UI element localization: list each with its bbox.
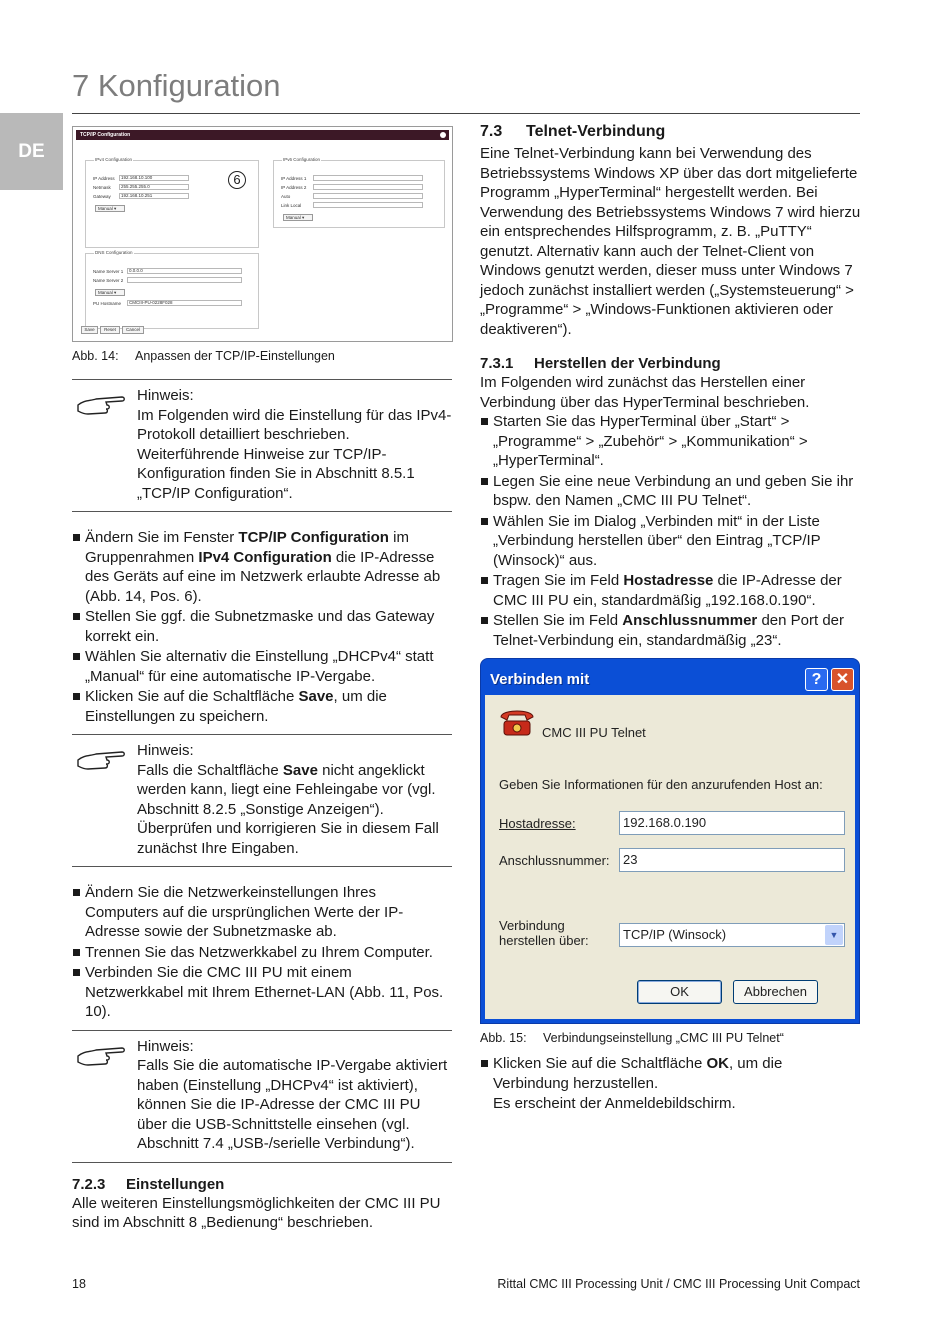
- gateway-field[interactable]: 192.168.10.251: [119, 193, 189, 199]
- dns-mode-value: Manual: [98, 290, 113, 295]
- dns-label: Name Server 2: [93, 278, 124, 283]
- figure14-caption: [72, 348, 452, 364]
- page-number: 18: [72, 1277, 86, 1291]
- ipv4-group-label: IPv4 Configuration: [95, 157, 133, 162]
- ipv6-linklocal-field[interactable]: [313, 202, 423, 208]
- port-input[interactable]: 23: [619, 848, 845, 872]
- connection-name: CMC III PU Telnet: [542, 725, 646, 740]
- section-number: 7.2.3: [72, 1175, 106, 1193]
- host-input[interactable]: 192.168.0.190: [619, 811, 845, 835]
- list-item: Legen Sie eine neue Verbindung an und geben Sie ihr bspw. den Namen „CMC III PU Telnet“.: [480, 472, 862, 511]
- instruction-list: [72, 883, 452, 1022]
- dns1-field[interactable]: 0.0.0.0: [127, 268, 242, 274]
- cancel-button[interactable]: Cancel: [122, 326, 144, 334]
- note-text: Falls die Schaltfläche Save nicht angeklickt werden kann, liegt eine Fehleingabe vor (vgl. Abschnitt 8.2.5 „Sonstige Anzeigen“). Überprüfen und korrigieren Sie in diesem Fall zunächst Ihre Eingaben.: [137, 761, 439, 857]
- dialog-body: [485, 695, 855, 1019]
- note-label: Hinweis:: [137, 1037, 194, 1055]
- footer-title: Rittal CMC III Processing Unit / CMC III Processing Unit Compact: [497, 1277, 860, 1291]
- section-number: 7.3: [480, 123, 503, 140]
- phone-icon: [499, 707, 535, 737]
- list-item: Trennen Sie das Netzwerkkabel zu Ihrem Computer.: [72, 943, 452, 963]
- caption-text: Anpassen der TCP/IP-Einstellungen: [135, 349, 335, 363]
- language-tab: DE: [0, 113, 63, 190]
- instruction-list: [480, 1054, 862, 1093]
- list-item: Klicken Sie auf die Schaltfläche Save, um die Einstellungen zu speichern.: [72, 687, 452, 726]
- section-text: Im Folgenden wird zunächst das Herstellen einer Verbindung über das HyperTerminal beschrieben.: [480, 374, 810, 411]
- note-label: Hinweis:: [137, 387, 194, 404]
- subsection-heading: [480, 354, 862, 373]
- section-title: Herstellen der Verbindung: [534, 355, 721, 372]
- tcpip-config-screenshot: [72, 126, 453, 342]
- ipv6-label: Auto: [281, 194, 291, 199]
- ok-button[interactable]: OK: [637, 980, 722, 1004]
- hostname-field[interactable]: CMCIII-PU-0228F028: [127, 300, 242, 306]
- note-box: [72, 734, 452, 867]
- note-label: Hinweis:: [137, 742, 194, 759]
- section-heading: [480, 122, 862, 142]
- ipv6-label: IP Address 2: [281, 185, 307, 190]
- position-callout: 6: [228, 171, 246, 189]
- ipv6-address2-field[interactable]: [313, 184, 423, 190]
- dialog-prompt: Geben Sie Informationen für den anzurufenden Host an:: [499, 777, 823, 792]
- hostname-label: PU Hostname: [93, 301, 122, 306]
- list-item: Ändern Sie die Netzwerkeinstellungen Ihres Computers auf die ursprünglichen Werte der IP-Adresse sowie der Subnetzmaske ab.: [72, 883, 452, 942]
- chapter-title: 7 Konfiguration: [72, 68, 281, 103]
- figure15-caption: [480, 1030, 862, 1046]
- list-item: Verbinden Sie die CMC III PU mit einem Netzwerkkabel mit Ihrem Ethernet-LAN (Abb. 11, Pos. 10).: [72, 963, 452, 1022]
- ipv6-auto-field[interactable]: [313, 193, 423, 199]
- instruction-list: [480, 412, 862, 650]
- port-label: Anschlussnummer:: [499, 853, 610, 868]
- cancel-button[interactable]: Abbrechen: [733, 980, 818, 1004]
- section-text: Eine Telnet-Verbindung kann bei Verwendung des Betriebssystems Windows XP über das dort mitgelieferte Programm „HyperTerminal“ hergestellt werden. Bei Verwendung des Betriebssystems Windows 7 wird hierzu ein entsprechendes Hilfsprogramm, z. B. „PuTTY“ genutzt. Alternativ kann auch der Telnet-Client von Windows genutzt werden, dieser muss unter Windows 7 jedoch zunächst installiert werden („Systemsteuerung“ > „Programme“ > „Windows-Funktionen aktivieren oder deaktiveren“).: [480, 145, 861, 338]
- ipv6-group-label: IPv6 Configuration: [283, 157, 321, 162]
- right-column: [480, 122, 862, 1114]
- ipv6-mode-value: Manual: [286, 215, 301, 220]
- note-text: Falls Sie die automatische IP-Vergabe aktiviert haben (Einstellung „DHCPv4“ ist aktiviert), können Sie die IP-Adresse der CMC III PU über die USB-Schnittstelle einsehen (vgl. Abschnitt 7.4 „USB-/serielle Verbindung“).: [137, 1057, 448, 1152]
- note-text: Im Folgenden wird die Einstellung für das IPv4-Protokoll detailliert beschrieben. Weiterführende Hinweise zur TCP/IP-Konfiguration finden Sie in Abschnitt 8.5.1 „TCP/IP Configuration“.: [137, 406, 452, 502]
- ipv6-address1-field[interactable]: [313, 175, 423, 181]
- host-label: Hostadresse:: [499, 816, 576, 831]
- ipv4-mode-value: Manual: [98, 206, 113, 211]
- section-heading: [72, 1175, 452, 1194]
- result-text: Es erscheint der Anmeldebildschirm.: [493, 1095, 736, 1112]
- note-box: [72, 379, 452, 512]
- caption-number: Abb. 14:: [72, 349, 119, 363]
- pointing-hand-icon: [76, 391, 126, 417]
- connect-via-value: TCP/IP (Winsock): [623, 927, 727, 942]
- pointing-hand-icon: [76, 746, 126, 772]
- list-item: Wählen Sie im Dialog „Verbinden mit“ in der Liste „Verbindung herstellen über“ den Eintrag „TCP/IP (Winsock)“ aus.: [480, 512, 862, 571]
- reset-button[interactable]: Reset: [100, 326, 120, 334]
- close-button[interactable]: ✕: [831, 668, 854, 691]
- dns-group-label: DNS Configuration: [95, 250, 133, 255]
- window-title: TCP/IP Configuration: [80, 132, 131, 138]
- left-column: [72, 126, 452, 1233]
- ipv4-mode-select[interactable]: Manual ▾: [95, 205, 125, 212]
- dialog-title: Verbinden mit: [490, 671, 590, 688]
- ip-address-field[interactable]: 192.168.10.100: [119, 175, 189, 181]
- list-item: Ändern Sie im Fenster TCP/IP Configuration im Gruppenrahmen IPv4 Configuration die IP-Adresse des Geräts auf eine im Netzwerk erlaubte Adresse ab (Abb. 14, Pos. 6).: [72, 528, 452, 606]
- help-button[interactable]: ?: [805, 668, 828, 691]
- ipv6-mode-select[interactable]: Manual ▾: [283, 214, 313, 221]
- connect-dialog: [480, 658, 860, 1024]
- dns-mode-select[interactable]: Manual ▾: [95, 289, 125, 296]
- ipv6-label: IP Address 1: [281, 176, 307, 181]
- connect-via-select[interactable]: [619, 923, 845, 947]
- list-item: Stellen Sie ggf. die Subnetzmaske und das Gateway korrekt ein.: [72, 607, 452, 646]
- note-box: [72, 1030, 452, 1163]
- section-text: Alle weiteren Einstellungsmöglichkeiten der CMC III PU sind im Abschnitt 8 „Bedienung“ beschrieben.: [72, 1194, 441, 1231]
- list-item: Stellen Sie im Feld Anschlussnummer den Port der Telnet-Verbindung ein, standardmäßig „23“.: [480, 611, 862, 650]
- chapter-rule: [72, 113, 860, 114]
- ipv6-label: Link Local: [281, 203, 302, 208]
- dns2-field[interactable]: [127, 277, 242, 283]
- section-number: 7.3.1: [480, 355, 514, 372]
- connect-via-label: Verbindung herstellen über:: [499, 918, 589, 948]
- close-icon: [440, 132, 446, 138]
- section-title: Einstellungen: [126, 1175, 225, 1193]
- caption-text: Verbindungseinstellung „CMC III PU Telnet“: [543, 1031, 784, 1045]
- pointing-hand-icon: [76, 1042, 126, 1068]
- dns-label: Name Server 1: [93, 269, 124, 274]
- window-titlebar: [76, 130, 449, 140]
- section-title: Telnet-Verbindung: [526, 123, 666, 140]
- list-item: Tragen Sie im Feld Hostadresse die IP-Adresse der CMC III PU ein, standardmäßig „192.168.0.190“.: [480, 571, 862, 610]
- ipv4-label: IP Address: [93, 176, 115, 181]
- netmask-field[interactable]: 255.255.255.0: [119, 184, 189, 190]
- list-item: Starten Sie das HyperTerminal über „Start“ > „Programme“ > „Zubehör“ > „Kommunikation“ > „HyperTerminal“.: [480, 412, 862, 471]
- list-item: Klicken Sie auf die Schaltfläche OK, um die Verbindung herzustellen.: [480, 1054, 862, 1093]
- instruction-list: [72, 528, 452, 726]
- chevron-down-icon[interactable]: ▼: [825, 925, 843, 945]
- save-button[interactable]: Save: [81, 326, 98, 334]
- caption-number: Abb. 15:: [480, 1031, 527, 1045]
- list-item: Wählen Sie alternativ die Einstellung „DHCPv4“ statt „Manual“ für eine automatische IP-Vergabe.: [72, 647, 452, 686]
- connect-dialog-screenshot: [480, 658, 860, 1024]
- ipv4-label: Netmask: [93, 185, 111, 190]
- ipv4-label: Gateway: [93, 194, 111, 199]
